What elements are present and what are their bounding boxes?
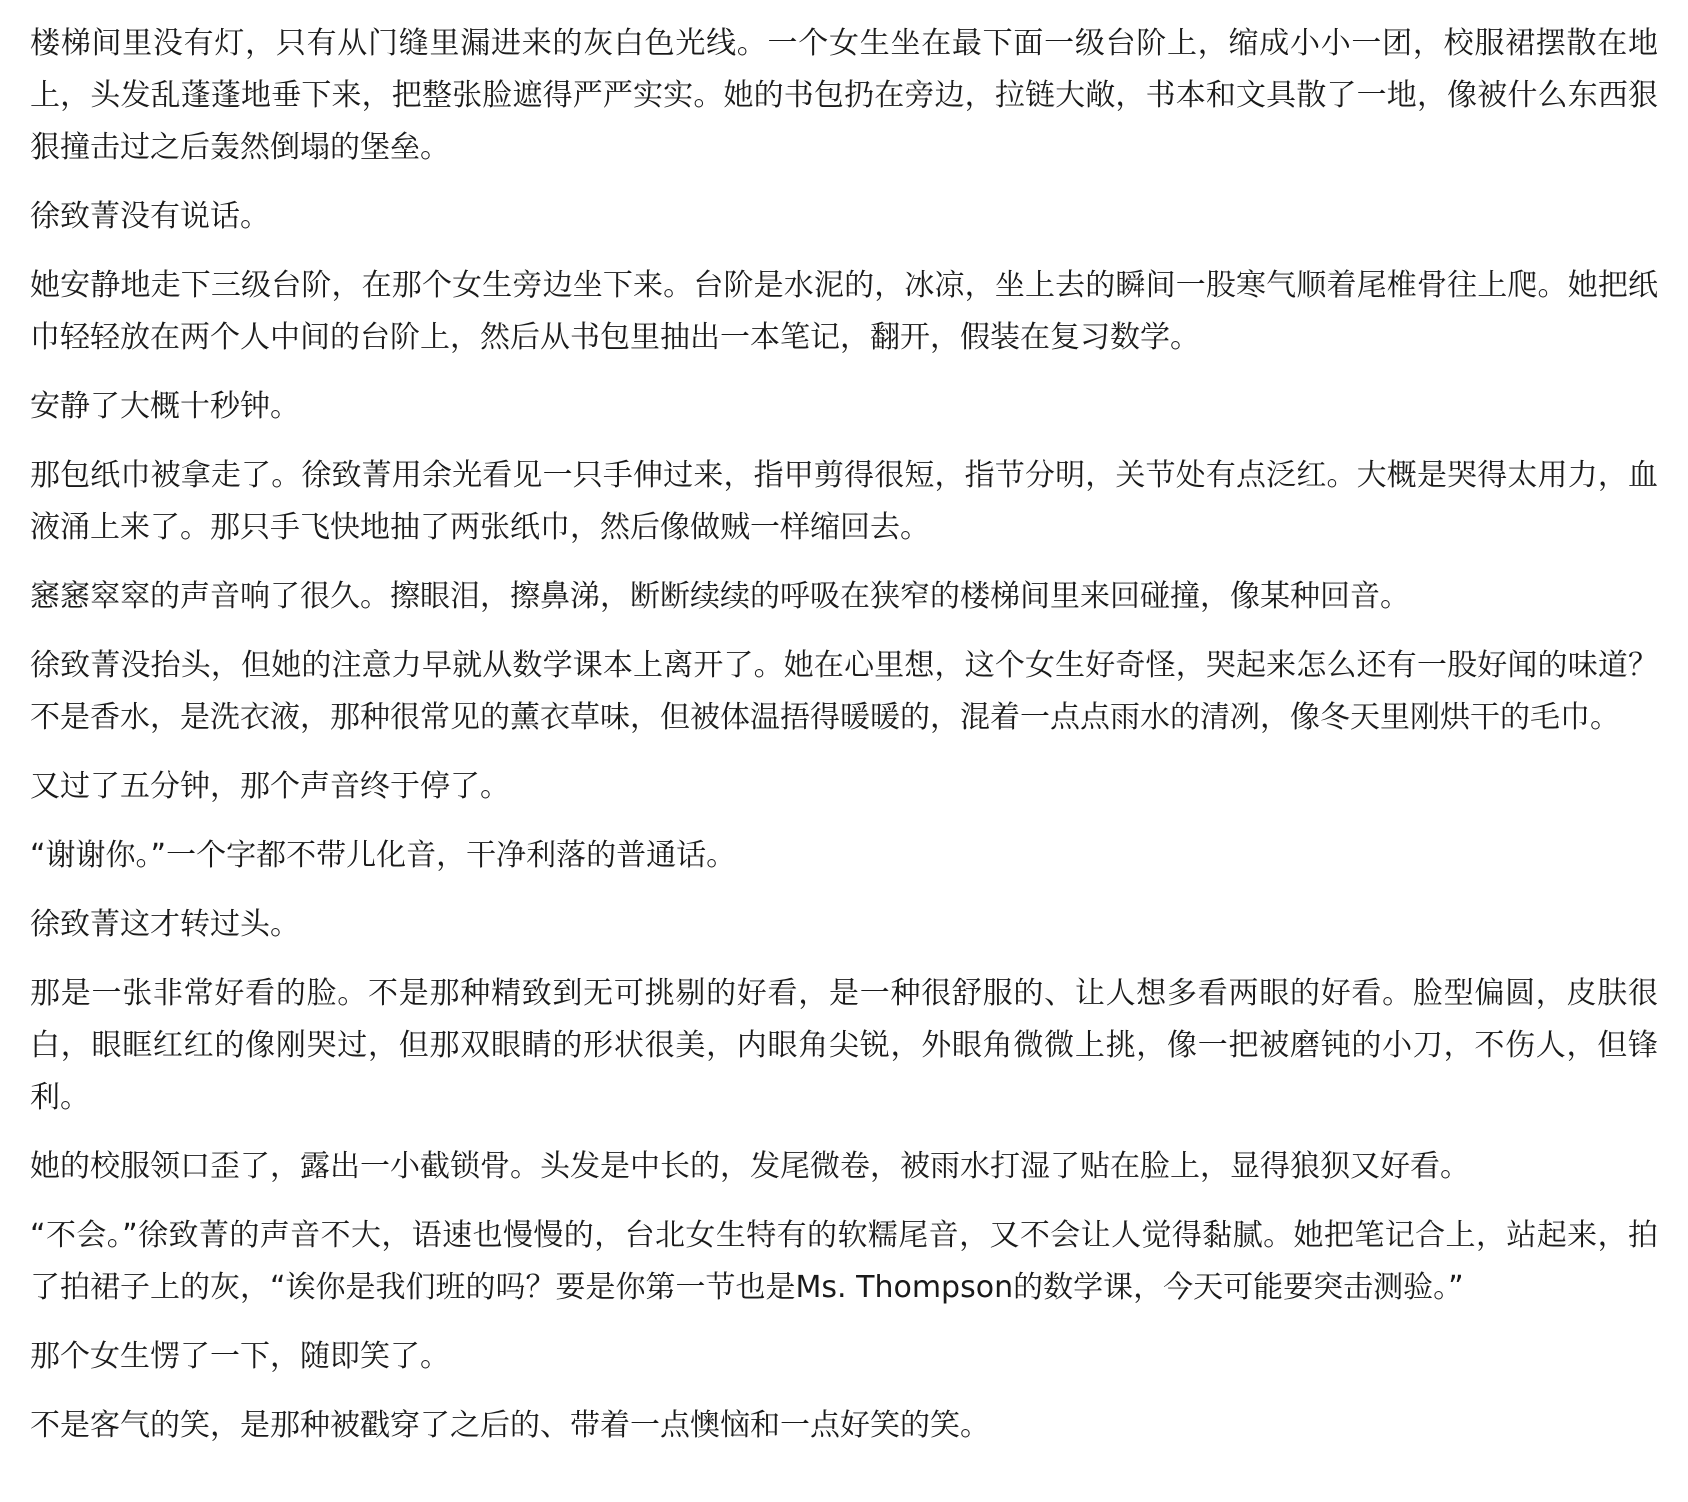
- paragraph-4: 安静了大概十秒钟。: [30, 389, 300, 424]
- paragraph-10: 徐致菁这才转过头。: [30, 907, 300, 942]
- paragraph-1: 楼梯间里没有灯，只有从门缝里漏进来的灰白色光线。一个女生坐在最下面一级台阶上，缩成小小一团，校服裙摆散在地上，头发乱蓬蓬地垂下来，把整张脸遮得严严实实。她的书包扔在旁边，拉链大敞，书本和文具散了一地，像被什么东西狠狠撞击过之后轰然倒塌的堡垒。: [30, 26, 1658, 165]
- paragraph-14: 那个女生愣了一下，随即笑了。: [30, 1339, 450, 1374]
- paragraph-6: 窸窸窣窣的声音响了很久。擦眼泪，擦鼻涕，断断续续的呼吸在狭窄的楼梯间里来回碰撞，像某种回音。: [30, 579, 1410, 614]
- paragraph-9: “谢谢你。”一个字都不带儿化音，干净利落的普通话。: [30, 838, 737, 873]
- paragraph-15: 不是客气的笑，是那种被戳穿了之后的、带着一点懊恼和一点好笑的笑。: [30, 1408, 990, 1443]
- paragraph-11: 那是一张非常好看的脸。不是那种精致到无可挑剔的好看，是一种很舒服的、让人想多看两眼的好看。脸型偏圆，皮肤很白，眼眶红红的像刚哭过，但那双眼睛的形状很美，内眼角尖锐，外眼角微微上挑，像一把被磨钝的小刀，不伤人，但锋利。: [30, 976, 1658, 1115]
- paragraph-8: 又过了五分钟，那个声音终于停了。: [30, 769, 510, 804]
- paragraph-12: 她的校服领口歪了，露出一小截锁骨。头发是中长的，发尾微卷，被雨水打湿了贴在脸上，显得狼狈又好看。: [30, 1149, 1470, 1184]
- paragraph-5: 那包纸巾被拿走了。徐致菁用余光看见一只手伸过来，指甲剪得很短，指节分明，关节处有点泛红。大概是哭得太用力，血液涌上来了。那只手飞快地抽了两张纸巾，然后像做贼一样缩回去。: [30, 458, 1658, 545]
- paragraph-13: “不会。”徐致菁的声音不大，语速也慢慢的，台北女生特有的软糯尾音，又不会让人觉得黏腻。她把笔记合上，站起来，拍了拍裙子上的灰，“诶你是我们班的吗？要是你第一节也是Ms. Thompson的数学课，今天可能要突击测验。”: [30, 1218, 1658, 1305]
- paragraph-3: 她安静地走下三级台阶，在那个女生旁边坐下来。台阶是水泥的，冰凉，坐上去的瞬间一股寒气顺着尾椎骨往上爬。她把纸巾轻轻放在两个人中间的台阶上，然后从书包里抽出一本笔记，翻开，假装在复习数学。: [30, 268, 1658, 355]
- paragraph-2: 徐致菁没有说话。: [30, 199, 270, 234]
- paragraph-7: 徐致菁没抬头，但她的注意力早就从数学课本上离开了。她在心里想，这个女生好奇怪，哭起来怎么还有一股好闻的味道？不是香水，是洗衣液，那种很常见的薰衣草味，但被体温捂得暖暖的，混着一点点雨水的清冽，像冬天里刚烘干的毛巾。: [30, 648, 1658, 735]
